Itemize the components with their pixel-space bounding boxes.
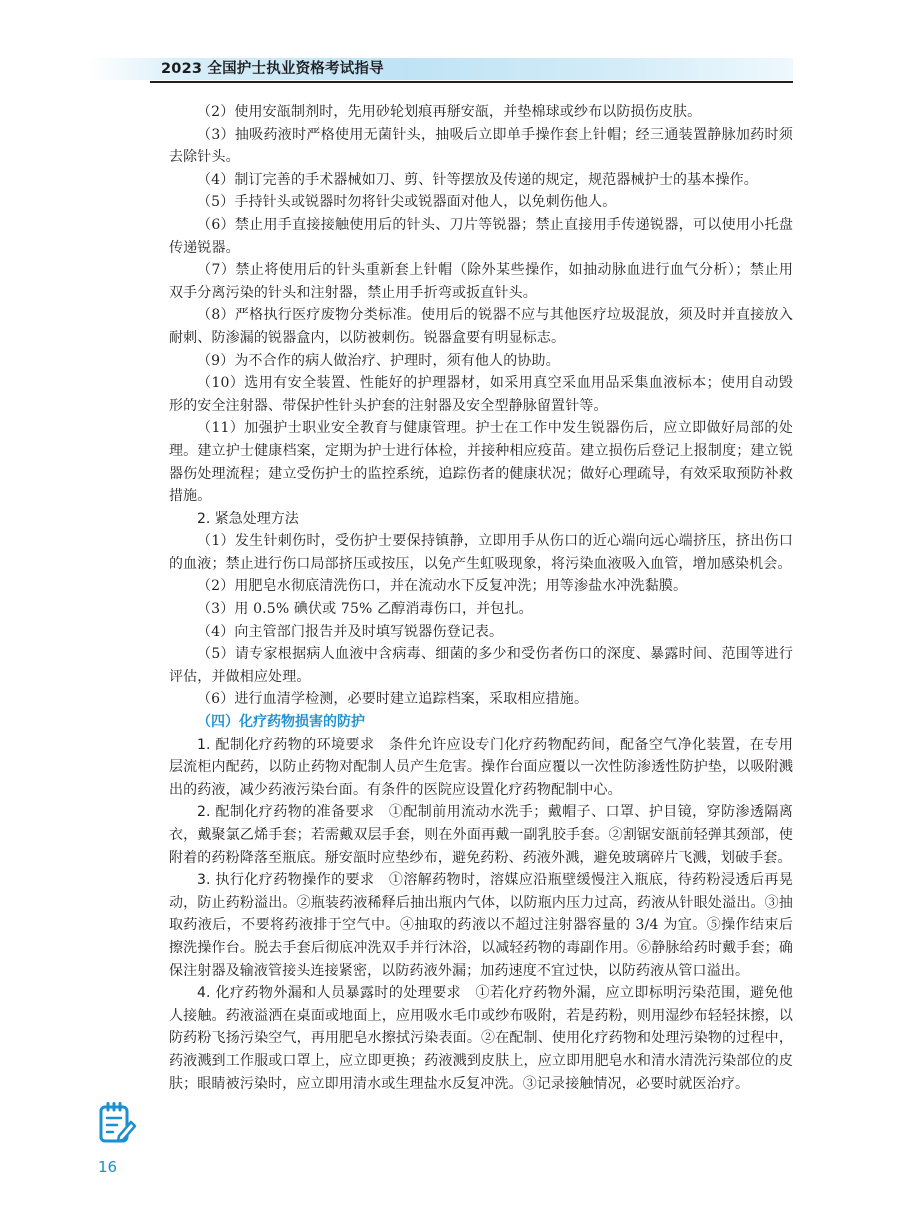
body-paragraph: （8）严格执行医疗废物分类标准。使用后的锐器不应与其他医疗垃圾混放，须及时并直接放入耐刺、防渗漏的锐器盒内，以防被刺伤。锐器盒要有明显标志。 bbox=[169, 307, 793, 346]
body-paragraph: （7）禁止将使用后的针头重新套上针帽（除外某些操作，如抽动脉血进行血气分析）；禁止用双手分离污染的针头和注射器，禁止用手折弯或扳直针头。 bbox=[169, 262, 793, 301]
chemo-item-text: ①若化疗药物外漏，应立即标明污染范围，避免他人接触。药液溢洒在桌面或地面上，应用吸水毛巾或纱布吸附，若是药粉，则用湿纱布轻轻抹擦，以防药粉飞扬污染空气，再用肥皂水擦拭污染表面。②在配制、使用化疗药物和处理污染物的过程中，药液溅到工作服或口罩上，应立即更换；药液溅到皮肤上，应立即用肥皂水和清水清洗污染部位的皮肤；眼睛被污染时，应立即用清水或生理盐水反复冲洗。③记录接触情况，必要时就医治疗。 bbox=[169, 985, 793, 1092]
body-paragraph: （9）为不合作的病人做治疗、护理时，须有他人的协助。 bbox=[197, 352, 560, 369]
emergency-item: （6）进行血清学检测，必要时建立追踪档案，采取相应措施。 bbox=[197, 691, 589, 708]
page-number: 16 bbox=[98, 1158, 118, 1176]
header-rule bbox=[150, 81, 793, 83]
emergency-item: （4）向主管部门报告并及时填写锐器伤登记表。 bbox=[197, 623, 504, 640]
running-header-title: 2023 全国护士执业资格考试指导 bbox=[161, 61, 384, 77]
body-paragraph: （2）使用安瓿制剂时，先用砂轮划痕再掰安瓿，并垫棉球或纱布以防损伤皮肤。 bbox=[197, 104, 702, 120]
body-paragraph: （6）禁止用手直接接触使用后的针头、刀片等锐器；禁止直接用手传递锐器，可以使用小托盘传递锐器。 bbox=[169, 216, 793, 256]
section-heading: （四）化疗药物损害的防护 bbox=[197, 714, 365, 731]
body-paragraph: （3）抽吸药液时严格使用无菌针头，抽吸后立即单手操作套上针帽；经三通装置静脉加药时须去除针头。 bbox=[169, 126, 793, 166]
subsection-heading: 2. 紧急处理方法 bbox=[197, 510, 299, 527]
body-paragraph: （4）制订完善的手术器械如刀、剪、针等摆放及传递的规定，规范器械护士的基本操作。 bbox=[197, 171, 758, 188]
chemo-item bbox=[169, 734, 793, 802]
chemo-item-lead: 3. 执行化疗药物操作的要求 bbox=[197, 872, 375, 889]
page-body bbox=[169, 101, 793, 1095]
chemo-item-lead: 2. 配制化疗药物的准备要求 bbox=[197, 804, 375, 821]
body-paragraph: （11）加强护士职业安全教育与健康管理。护士在工作中发生锐器伤后，应立即做好局部的处理。建立护士健康档案，定期为护士进行体检，并接种相应疫苗。建立损伤后登记上报制度；建立锐器伤处理流程；建立受伤护士的监控系统，追踪伤者的健康状况；做好心理疏导，有效采取预防补救措施。 bbox=[169, 420, 793, 505]
chemo-item-lead: 4. 化疗药物外漏和人员暴露时的处理要求 bbox=[197, 985, 462, 1002]
emergency-item: （1）发生针刺伤时，受伤护士要保持镇静，立即用手从伤口的近心端向远心端挤压，挤出伤口的血液；禁止进行伤口局部挤压或按压，以免产生虹吸现象，将污染血液吸入血管，增加感染机会。 bbox=[169, 533, 793, 572]
chemo-item-text: 条件允许应设专门化疗药物配药间，配备空气净化装置，在专用层流柜内配药，以防止药物对配制人员产生危害。操作台面应覆以一次性防渗透性防护垫，以吸附溅出的药液，减少药液污染台面。有条件的医院应设置化疗药物配制中心。 bbox=[169, 736, 793, 798]
chemo-item-text: ①配制前用流动水洗手；戴帽子、口罩、护目镜，穿防渗透隔离衣，戴聚氯乙烯手套；若需戴双层手套，则在外面再戴一副乳胶手套。②割锯安瓿前轻弹其颈部，使附着的药粉降落至瓶底。掰安瓿时应垫纱布，避免药粉、药液外溅，避免玻璃碎片飞溅，划破手套。 bbox=[169, 804, 793, 866]
notepad-pencil-icon bbox=[99, 1102, 137, 1144]
chemo-item-lead: 1. 配制化疗药物的环境要求 bbox=[197, 736, 375, 753]
emergency-item: （3）用 0.5% 碘伏或 75% 乙醇消毒伤口，并包扎。 bbox=[197, 601, 533, 618]
emergency-item: （2）用肥皂水彻底清洗伤口，并在流动水下反复冲洗；用等渗盐水冲洗黏膜。 bbox=[197, 578, 688, 595]
chemo-item bbox=[169, 801, 793, 869]
body-paragraph: （10）选用有安全装置、性能好的护理器材，如采用真空采血用品采集血液标本；使用自动毁形的安全注射器、带保护性针头护套的注射器及安全型静脉留置针等。 bbox=[169, 375, 793, 414]
chemo-item bbox=[169, 982, 793, 1095]
chemo-item-text: ①溶解药物时，溶媒应沿瓶壁缓慢注入瓶底，待药粉浸透后再晃动，防止药粉溢出。②瓶装药液稀释后抽出瓶内气体，以防瓶内压力过高，药液从针眼处溢出。③抽取药液后，不要将药液排于空气中。④抽取的药液以不超过注射器容量的 3/4 为宜。⑤操作结束后擦洗操作台。脱去手套后彻底冲洗双手并行沐浴，以减轻药物的毒副作用。⑥静脉给药时戴手套；确保注射器及输液管接头连接紧密，以防药液外漏；加药速度不宜过快，以防药液从管口溢出。 bbox=[169, 872, 793, 979]
emergency-item: （5）请专家根据病人血液中含病毒、细菌的多少和受伤者伤口的深度、暴露时间、范围等进行评估，并做相应处理。 bbox=[169, 646, 793, 685]
body-paragraph: （5）手持针头或锐器时勿将针尖或锐器面对他人，以免刺伤他人。 bbox=[197, 194, 617, 211]
chemo-item bbox=[169, 869, 793, 982]
